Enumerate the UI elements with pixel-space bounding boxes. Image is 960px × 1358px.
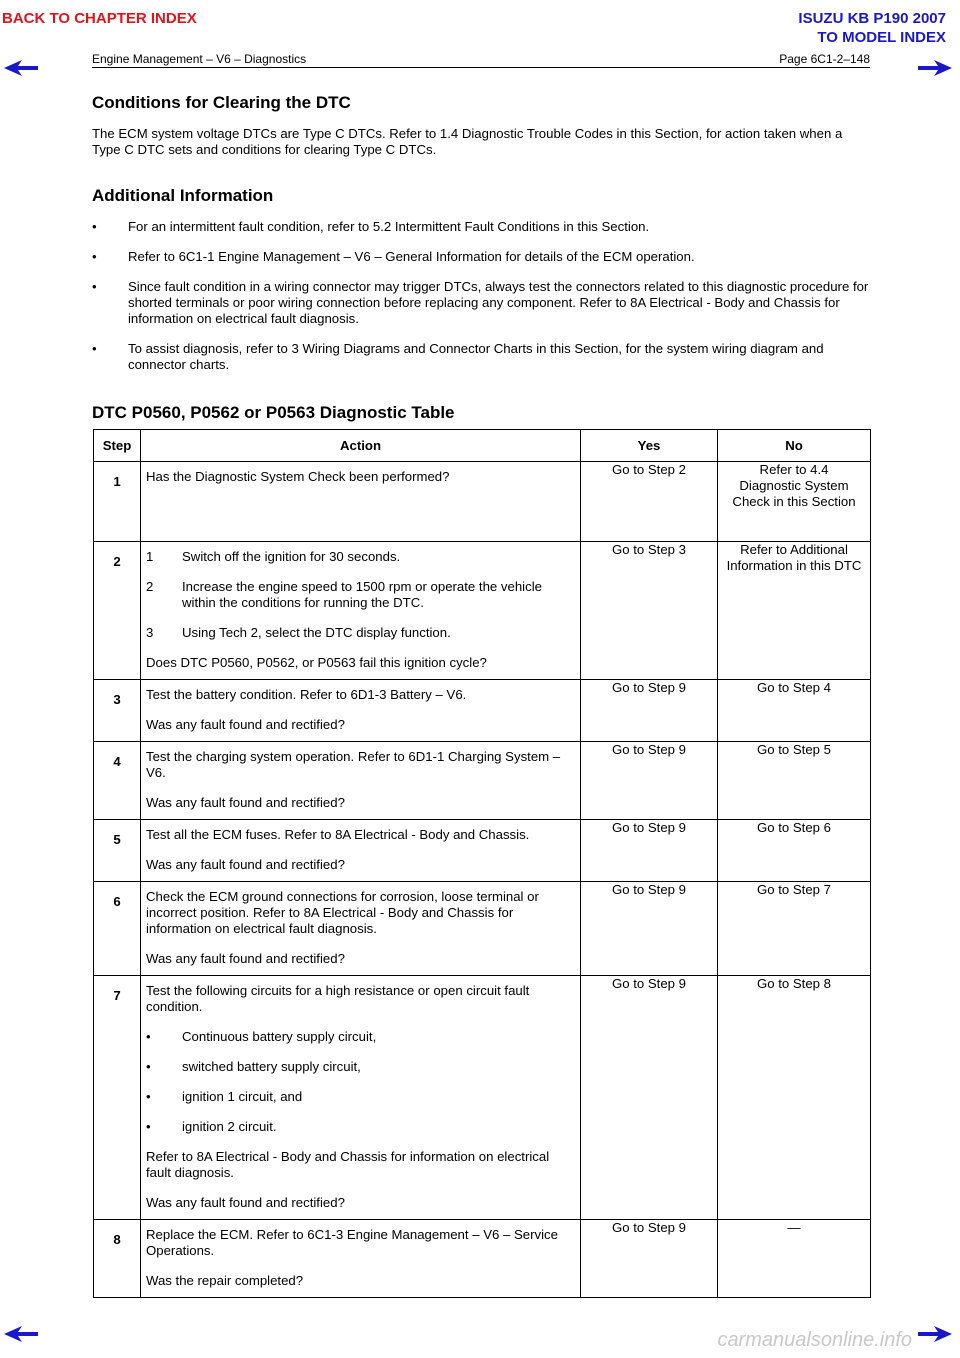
table-row xyxy=(94,742,871,820)
previous-page-arrow-icon[interactable] xyxy=(4,60,38,76)
action-cell: Test the battery condition. Refer to 6D1-3 Battery – V6. Was any fault found and rectified? xyxy=(141,680,581,742)
no-cell: — xyxy=(718,1220,871,1298)
action-cell: 1 Switch off the ignition for 30 seconds. 2 Increase the engine speed to 1500 rpm or operate the vehicle within the conditions for running the DTC. 3 Using Tech 2, select the DTC display function. Does DTC P0560, P0562, or P0563 fail this ignition cycle? xyxy=(141,542,581,680)
step-number: 2 xyxy=(94,542,141,680)
action-cell: Replace the ECM. Refer to 6C1-3 Engine Management – V6 – Service Operations. Was the repair completed? xyxy=(141,1220,581,1298)
step-number: 7 xyxy=(94,976,141,1220)
column-header-no: No xyxy=(718,430,871,462)
step-number: 5 xyxy=(94,820,141,882)
table-row xyxy=(94,462,871,542)
no-cell: Refer to 4.4 Diagnostic System Check in this Section xyxy=(718,462,871,542)
next-page-arrow-icon[interactable] xyxy=(918,60,952,76)
table-row xyxy=(94,542,871,680)
no-cell: Go to Step 8 xyxy=(718,976,871,1220)
back-to-chapter-index-link[interactable]: BACK TO CHAPTER INDEX xyxy=(2,10,197,27)
diagnostic-table-heading: DTC P0560, P0562 or P0563 Diagnostic Table xyxy=(92,403,455,422)
no-cell: Go to Step 6 xyxy=(718,820,871,882)
yes-cell: Go to Step 9 xyxy=(581,1220,718,1298)
yes-cell: Go to Step 9 xyxy=(581,820,718,882)
list-item: • Since fault condition in a wiring connector may trigger DTCs, always test the connectors related to this diagnostic procedure for shorted terminals or poor wiring connection before replacing any component. Refer to 8A Electrical - Body and Chassis for information on electrical fault diagnosis. xyxy=(92,279,869,326)
step-number: 3 xyxy=(94,680,141,742)
additional-info-list xyxy=(92,219,872,387)
yes-cell: Go to Step 2 xyxy=(581,462,718,542)
yes-cell: Go to Step 9 xyxy=(581,742,718,820)
yes-cell: Go to Step 9 xyxy=(581,680,718,742)
no-cell: Refer to Additional Information in this DTC xyxy=(718,542,871,680)
diagnostic-table xyxy=(93,429,871,1298)
table-row xyxy=(94,976,871,1220)
header-divider xyxy=(92,67,870,68)
next-page-arrow-icon-bottom[interactable] xyxy=(918,1326,952,1342)
list-item: • For an intermittent fault condition, refer to 5.2 Intermittent Fault Conditions in this Section. xyxy=(92,219,650,234)
previous-page-arrow-icon-bottom[interactable] xyxy=(4,1326,38,1342)
model-title: ISUZU KB P190 2007 xyxy=(798,10,946,27)
action-cell: Test the charging system operation. Refer to 6D1-1 Charging System – V6. Was any fault found and rectified? xyxy=(141,742,581,820)
table-row xyxy=(94,680,871,742)
action-cell: Has the Diagnostic System Check been performed? xyxy=(141,462,581,542)
column-header-step: Step xyxy=(94,430,141,462)
column-header-yes: Yes xyxy=(581,430,718,462)
header-section-title: Engine Management – V6 – Diagnostics xyxy=(92,52,307,66)
column-header-action: Action xyxy=(141,430,581,462)
yes-cell: Go to Step 9 xyxy=(581,882,718,976)
table-row xyxy=(94,882,871,976)
clearing-heading: Conditions for Clearing the DTC xyxy=(92,93,351,112)
header-page-number: Page 6C1-2–148 xyxy=(779,52,870,66)
no-cell: Go to Step 4 xyxy=(718,680,871,742)
step-number: 4 xyxy=(94,742,141,820)
step-number: 8 xyxy=(94,1220,141,1298)
step-number: 1 xyxy=(94,462,141,542)
clearing-text: The ECM system voltage DTCs are Type C DTCs. Refer to 1.4 Diagnostic Trouble Codes in this Section, for action taken when a Type C DTC sets and conditions for clearing Type C DTCs. xyxy=(92,126,843,157)
action-cell: Test all the ECM fuses. Refer to 8A Electrical - Body and Chassis. Was any fault found and rectified? xyxy=(141,820,581,882)
no-cell: Go to Step 5 xyxy=(718,742,871,820)
step-number: 6 xyxy=(94,882,141,976)
yes-cell: Go to Step 9 xyxy=(581,976,718,1220)
list-item: • Refer to 6C1-1 Engine Management – V6 – General Information for details of the ECM operation. xyxy=(92,249,695,264)
action-cell: Check the ECM ground connections for corrosion, loose terminal or incorrect position. Refer to 8A Electrical - Body and Chassis for information on electrical fault diagnosis. Was any fault found and rectified? xyxy=(141,882,581,976)
yes-cell: Go to Step 3 xyxy=(581,542,718,680)
list-item: • To assist diagnosis, refer to 3 Wiring Diagrams and Connector Charts in this Section, for the system wiring diagram and connector charts. xyxy=(92,341,824,372)
table-header-row xyxy=(94,430,871,462)
table-row xyxy=(94,820,871,882)
watermark: carmanualsonline.info xyxy=(717,1329,912,1351)
table-row xyxy=(94,1220,871,1298)
action-cell: Test the following circuits for a high resistance or open circuit fault condition. • Continuous battery supply circuit, • switched battery supply circuit, • ignition 1 circuit, and • ignition 2 circuit. Refer to 8A Electrical - Body and Chassis for information on electrical fault diagnosis. Was any fault found and rectified? xyxy=(141,976,581,1220)
to-model-index-link[interactable]: TO MODEL INDEX xyxy=(817,29,946,46)
no-cell: Go to Step 7 xyxy=(718,882,871,976)
additional-info-heading: Additional Information xyxy=(92,186,274,205)
